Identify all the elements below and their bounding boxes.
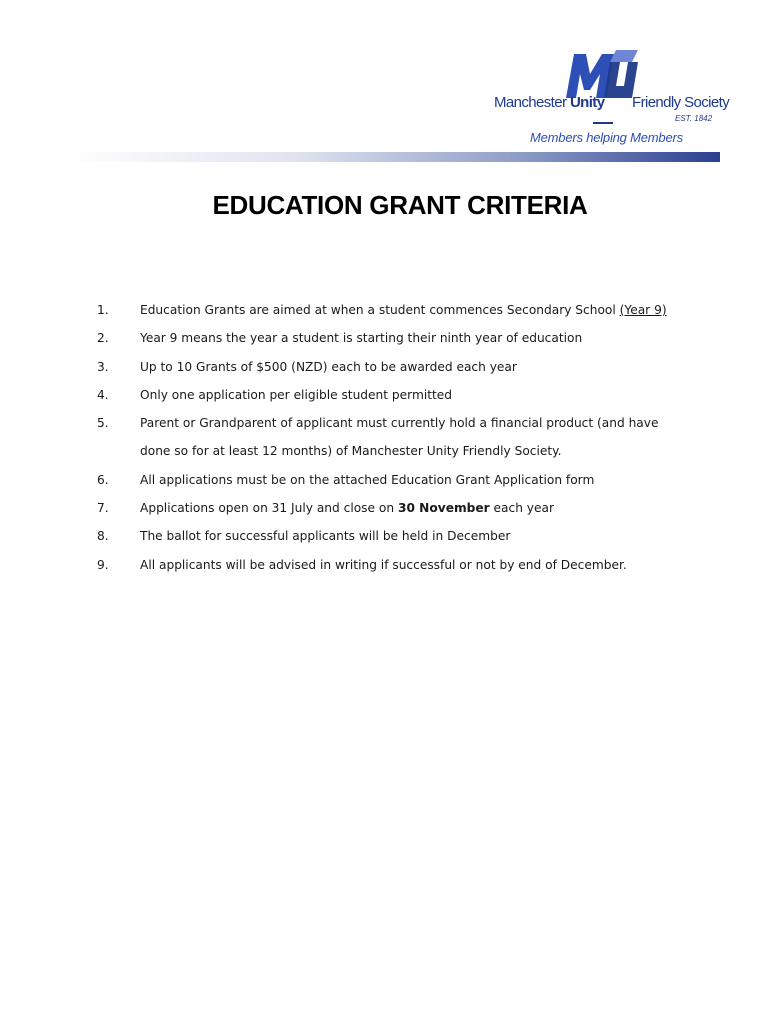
criteria-item-4 xyxy=(97,388,697,416)
page-title: EDUCATION GRANT CRITERIA xyxy=(212,190,588,220)
criteria-text-underlined: (Year 9) xyxy=(619,303,667,317)
criteria-number: 4. xyxy=(97,387,109,402)
logo-name-friendly-society: Friendly Society xyxy=(632,94,730,111)
criteria-text xyxy=(140,303,667,317)
criteria-item-7 xyxy=(97,501,697,529)
criteria-text-after: each year xyxy=(489,501,554,516)
criteria-text-bold-date: 30 November xyxy=(397,501,490,516)
criteria-number: 7. xyxy=(97,501,109,516)
criteria-text xyxy=(140,501,554,515)
criteria-text: All applicants will be advised in writing if successful or not by end of December. xyxy=(140,557,627,572)
criteria-text-continued: done so for at least 12 months) of Manchester Unity Friendly Society. xyxy=(140,444,562,459)
mu-logo-mark-icon xyxy=(560,48,640,100)
logo-name-left xyxy=(494,94,604,111)
criteria-item-8 xyxy=(97,529,697,557)
criteria-item-3 xyxy=(97,360,697,388)
criteria-text: The ballot for successful applicants will be held in December xyxy=(140,529,511,544)
criteria-item-1 xyxy=(97,303,697,331)
criteria-item-5-continued xyxy=(97,444,697,472)
criteria-text: Parent or Grandparent of applicant must currently hold a financial product (and have xyxy=(140,416,659,431)
criteria-text: Only one application per eligible student permitted xyxy=(140,387,452,402)
criteria-number: 9. xyxy=(97,557,109,572)
logo-established: EST. 1842 xyxy=(675,114,713,123)
header-gradient-bar xyxy=(66,152,720,162)
criteria-text-main: Education Grants are aimed at when a student commences Secondary School xyxy=(140,303,620,317)
criteria-number: 3. xyxy=(97,359,109,374)
logo-name-manchester: Manchester xyxy=(494,94,570,111)
criteria-number: 6. xyxy=(97,472,109,487)
manchester-unity-logo xyxy=(490,48,730,153)
criteria-item-6 xyxy=(97,473,697,501)
criteria-text-main: Applications open on 31 July and close on xyxy=(140,501,398,516)
criteria-text: All applications must be on the attached Education Grant Application form xyxy=(140,472,595,487)
criteria-text: Up to 10 Grants of $500 (NZD) each to be awarded each year xyxy=(140,359,517,374)
criteria-list xyxy=(97,303,697,586)
logo-divider xyxy=(593,122,613,124)
criteria-number: 5. xyxy=(97,416,109,431)
criteria-text: Year 9 means the year a student is starting their ninth year of education xyxy=(140,331,583,346)
criteria-item-5 xyxy=(97,416,697,444)
criteria-number: 8. xyxy=(97,529,109,544)
criteria-item-2 xyxy=(97,331,697,359)
criteria-number: 1. xyxy=(97,303,109,317)
criteria-number: 2. xyxy=(97,331,109,346)
logo-tagline: Members helping Members xyxy=(530,130,683,145)
criteria-item-9 xyxy=(97,558,697,586)
logo-name-unity: Unity xyxy=(569,94,605,111)
